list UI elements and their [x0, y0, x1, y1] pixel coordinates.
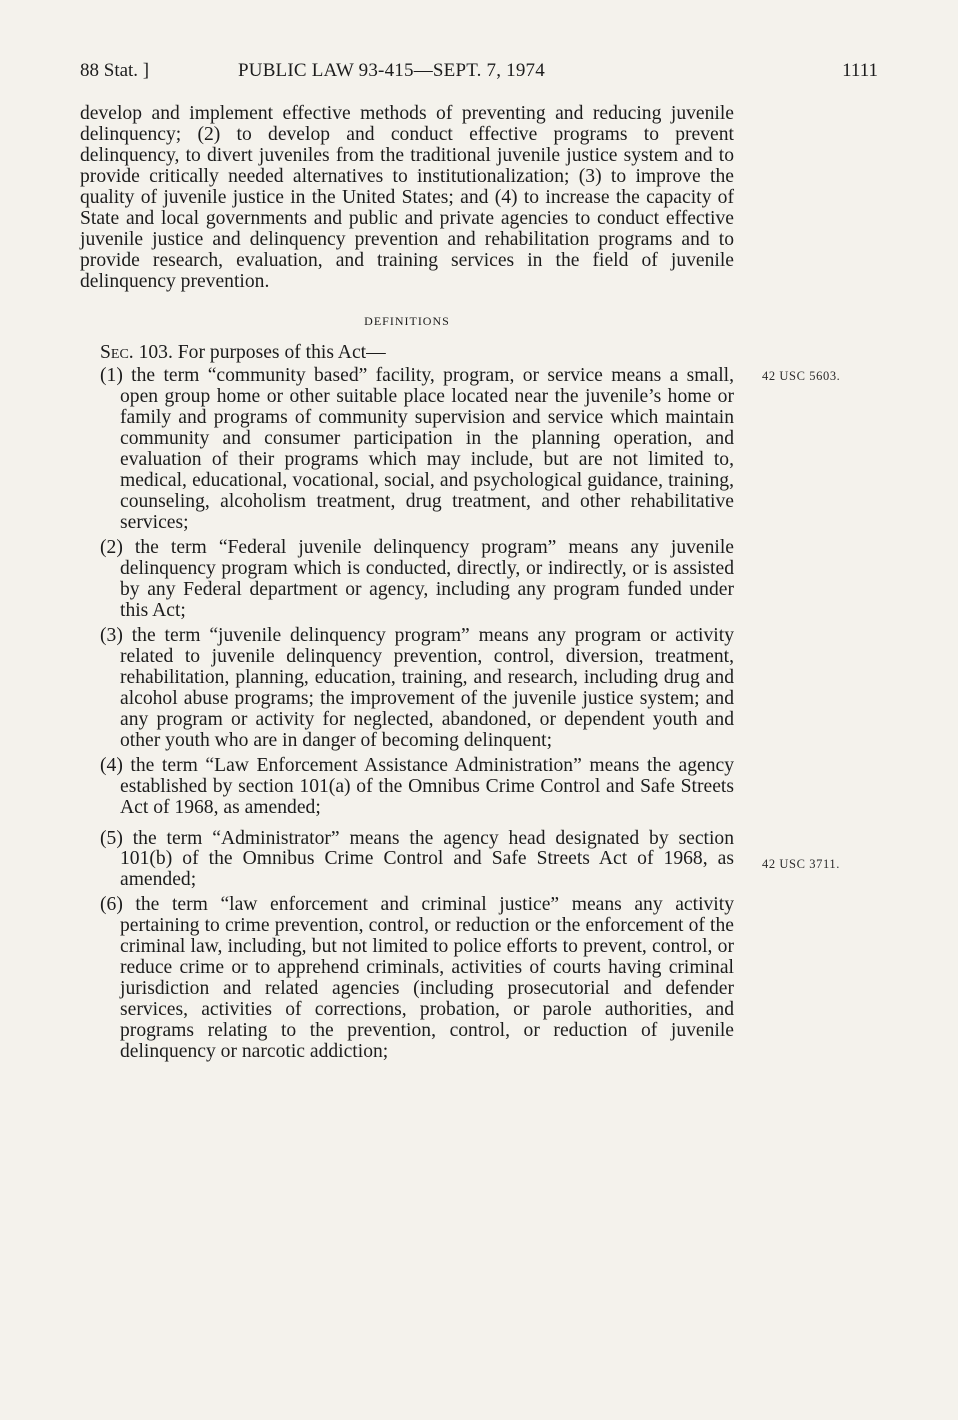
definition-1: (1) the term “community based” facility, program, or service means a small, open group home or other suitable place located near the juvenile’s home or family and programs of community supervision and service which maintain community and consumer participation in the planning operation, and evaluation of their programs which may include, but are not limited to, medical, educational, vocational, social, and psychological guidance, training, counseling, alcoholism treatment, drug treatment, and other rehabilitative services; [100, 365, 734, 534]
page-number: 1111 [842, 60, 878, 81]
definition-4: (4) the term “Law Enforcement Assistance Administration” means the agency established by section 101(a) of the Omnibus Crime Control and Safe Streets Act of 1968, as amended; [100, 754, 734, 818]
margin-note-3711: 42 USC 3711. [762, 857, 840, 871]
intro-paragraph: develop and implement effective methods of preventing and reducing juvenile delinquency; (2) to develop and conduct effective programs to prevent delinquency, to divert juveniles from the traditional juvenile justice system and to provide critically needed alternatives to institutionalization; (3) to improve the quality of juvenile justice in the United States; and (4) to increase the capacity of State and local governments and public and private agencies to conduct effective juvenile justice and delinquency prevention and rehabilitation programs and to provide research, evaluation, and training services in the field of juvenile delinquency prevention. [80, 103, 734, 292]
body-text [80, 104, 734, 1063]
definition-2: (2) the term “Federal juvenile delinquency program” means any juvenile delinquency program which is conducted, directly, or indirectly, or is assisted by any Federal department or agency, including any program funded under this Act; [100, 537, 734, 621]
page-header [80, 60, 878, 84]
section-opening [80, 343, 734, 364]
definition-5: (5) the term “Administrator” means the agency head designated by section 101(b) of the Omnibus Crime Control and Safe Streets Act of 1968, as amended; [100, 827, 734, 891]
section-label: Sec. [100, 341, 134, 363]
margin-note-5603: 42 USC 5603. [762, 369, 841, 383]
section-text: 103. For purposes of this Act— [133, 341, 386, 363]
running-title: PUBLIC LAW 93-415—SEPT. 7, 1974 [238, 60, 545, 81]
definition-3: (3) the term “juvenile delinquency program” means any program or activity related to juvenile delinquency prevention, control, diversion, treatment, rehabilitation, planning, education, training, and research, including drug and alcohol abuse programs; the improvement of the juvenile justice system; and any program or activity for neglected, abandoned, or dependent youth and other youth who are in danger of becoming delinquent; [100, 624, 734, 751]
section-heading: DEFINITIONS [364, 313, 450, 328]
definition-6: (6) the term “law enforcement and criminal justice” means any activity pertaining to crime prevention, control, or reduction or the enforcement of the criminal law, including, but not limited to police efforts to prevent, control, or reduce crime or to apprehend criminals, activities of courts having criminal jurisdiction and related agencies (including prosecutorial and defender services, activities of corrections, probation, or parole authorities, and programs relating to the prevention, control, or reduction of juvenile delinquency or narcotic addiction; [100, 894, 734, 1063]
statute-citation: 88 Stat. ] [80, 60, 150, 81]
